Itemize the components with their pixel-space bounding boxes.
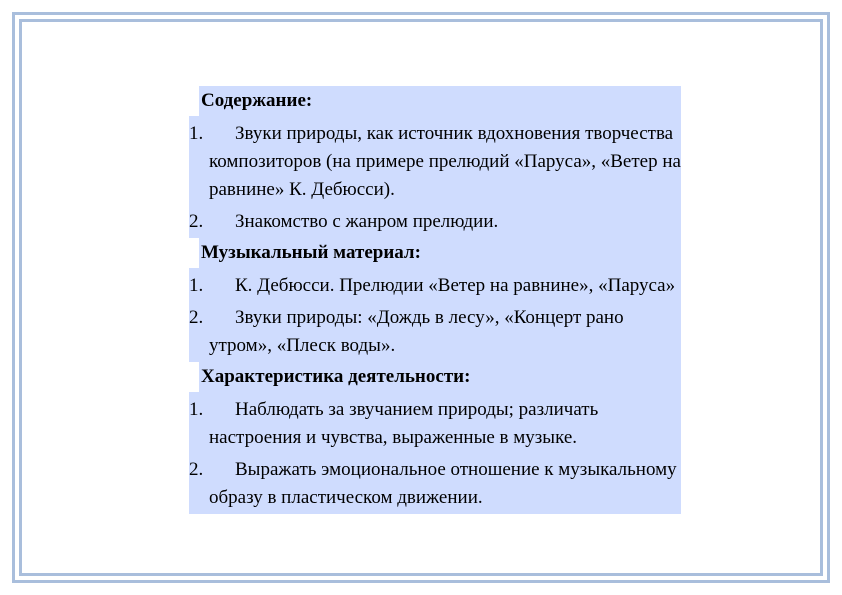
list-item-number: 2.: [189, 211, 204, 232]
list-item: [189, 272, 681, 300]
section-heading-material: Музыкальный материал:: [199, 238, 681, 268]
list-item-text: Знакомство с жанром прелюдии.: [235, 211, 499, 232]
list-item-text: Наблюдать за звучанием природы; различать настроения и чувства, выраженные в музыке.: [209, 399, 599, 448]
list-item-number: 2.: [189, 307, 204, 328]
section-list-activity: [189, 392, 681, 514]
list-item: [189, 456, 681, 512]
list-item-number: 1.: [189, 399, 204, 420]
section-list-content: [189, 116, 681, 238]
list-item-number: 1.: [189, 123, 204, 144]
section-list-material: [189, 268, 681, 362]
slide-content: [189, 86, 681, 514]
list-item: [189, 304, 681, 360]
section-heading-content: Содержание:: [199, 86, 681, 116]
list-item-text: Звуки природы, как источник вдохновения творчества композиторов (на примере прелюдий «Паруса», «Ветер на равнине» К. Дебюсси).: [209, 123, 681, 200]
section-heading-activity: Характеристика деятельности:: [199, 362, 681, 392]
list-item-text: Звуки природы: «Дождь в лесу», «Концерт рано утром», «Плеск воды».: [209, 307, 624, 356]
list-item-number: 2.: [189, 459, 204, 480]
list-item-text: Выражать эмоциональное отношение к музыкальному образу в пластическом движении.: [209, 459, 677, 508]
list-item: [189, 120, 681, 204]
list-item: [189, 208, 681, 236]
list-item: [189, 396, 681, 452]
list-item-number: 1.: [189, 275, 204, 296]
list-item-text: К. Дебюсси. Прелюдии «Ветер на равнине», «Паруса»: [235, 275, 676, 296]
